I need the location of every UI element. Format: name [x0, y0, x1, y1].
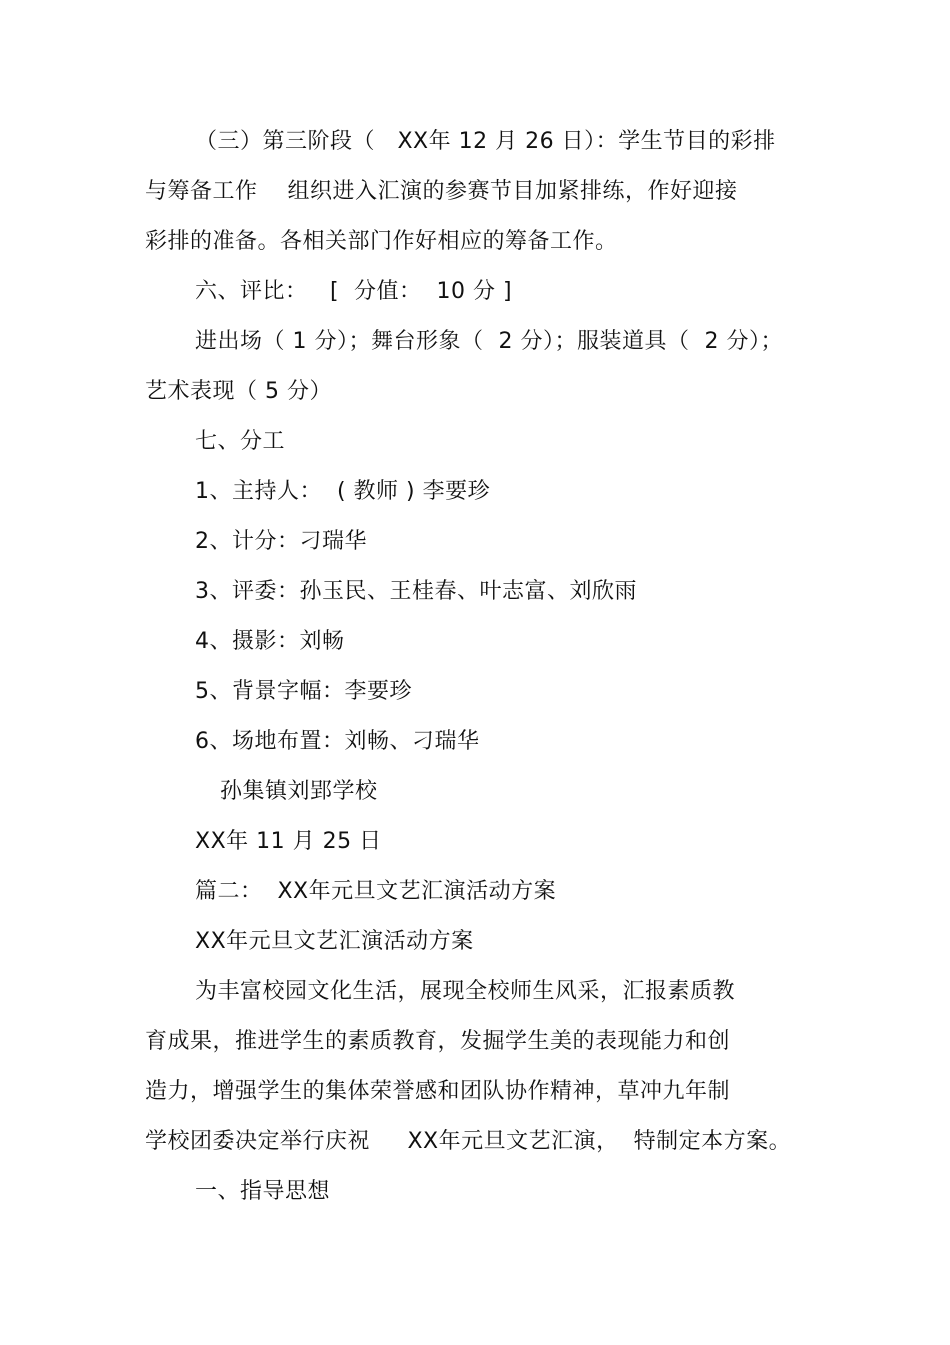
- signature-organization: 孙集镇刘郢学校: [220, 779, 378, 804]
- text-line: 学校团委决定举行庆祝 XX年元旦文艺汇演， 特制定本方案。: [145, 1129, 792, 1154]
- list-item: 3、评委：孙玉民、王桂春、叶志富、刘欣雨: [195, 579, 637, 604]
- text-line: 艺术表现（ 5 分）: [145, 379, 332, 404]
- list-item: 6、场地布置：刘畅、刁瑞华: [195, 729, 480, 754]
- signature-date: XX年 11 月 25 日: [195, 829, 382, 854]
- text-line: 六、评比： [ 分值： 10 分 ]: [195, 279, 513, 304]
- text-line: 造力，增强学生的集体荣誉感和团队协作精神，草冲九年制: [145, 1079, 731, 1104]
- document-title: XX年元旦文艺汇演活动方案: [195, 929, 474, 954]
- text-line: 育成果，推进学生的素质教育，发掘学生美的表现能力和创: [145, 1029, 731, 1054]
- list-item: 4、摄影：刘畅: [195, 629, 345, 654]
- section-heading: 七、分工: [195, 429, 286, 454]
- chapter-heading: 篇二： XX年元旦文艺汇演活动方案: [195, 879, 557, 904]
- text-line: 为丰富校园文化生活，展现全校师生风采，汇报素质教: [195, 979, 736, 1004]
- list-item: 5、背景字幅：李要珍: [195, 679, 412, 704]
- text-line: 彩排的准备。各相关部门作好相应的筹备工作。: [145, 229, 618, 254]
- text-line: （三）第三阶段（ XX年 12 月 26 日）：学生节目的彩排: [195, 129, 776, 154]
- text-line: 与筹备工作 组织进入汇演的参赛节目加紧排练，作好迎接: [145, 179, 738, 204]
- list-item: 2、计分：刁瑞华: [195, 529, 367, 554]
- text-line: 进出场（ 1 分）；舞台形象（ 2 分）；服装道具（ 2 分）；: [195, 329, 783, 354]
- list-item: 1、主持人： ( 教师 ) 李要珍: [195, 479, 491, 504]
- section-heading: 一、指导思想: [195, 1179, 331, 1204]
